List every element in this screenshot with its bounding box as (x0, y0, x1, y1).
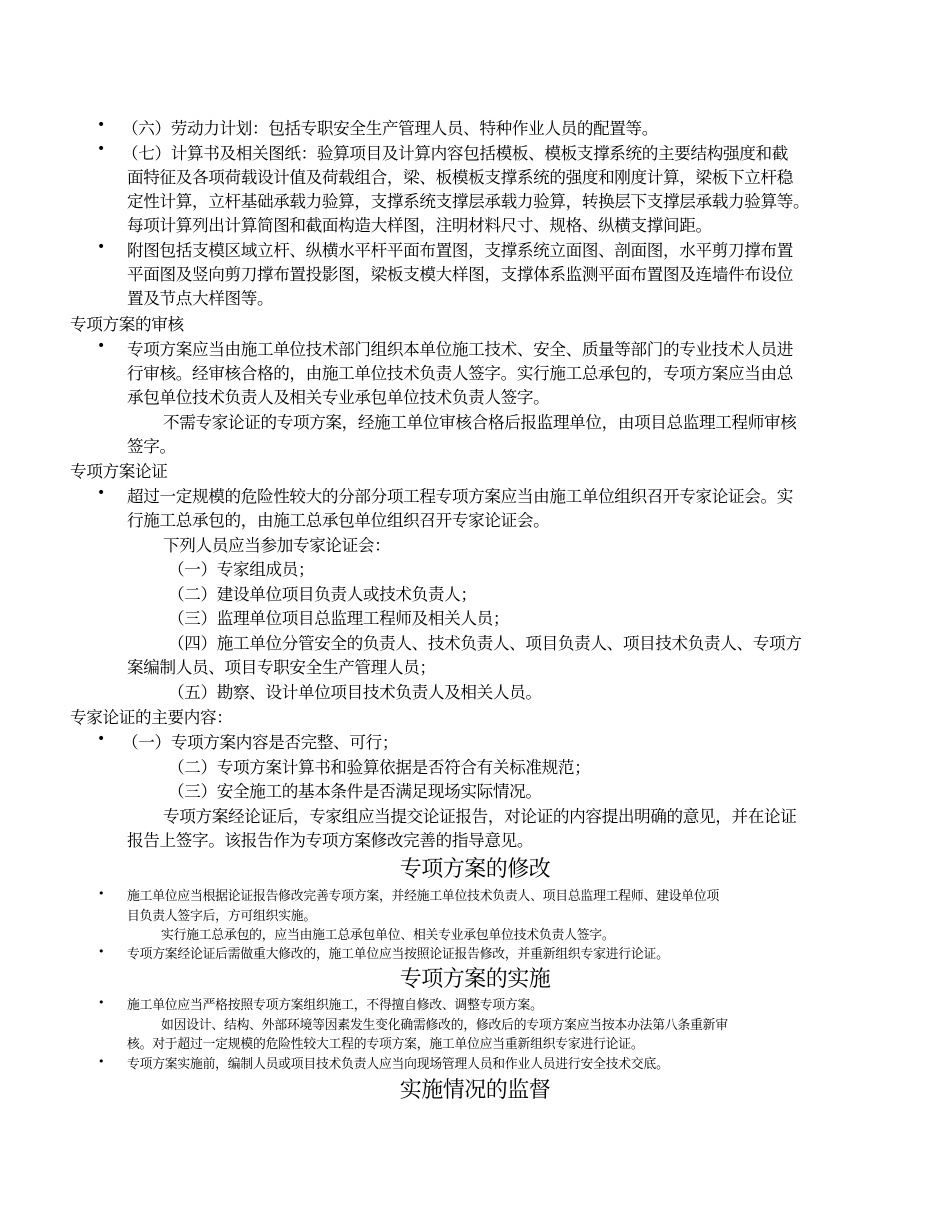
content-para-line: 专项方案经论证后，专家组应当提交论证报告，对论证的内容提出明确的意见，并在论证 (163, 807, 797, 826)
supervision-title: 实施情况的监督 (399, 1078, 551, 1103)
modification-title: 专项方案的修改 (399, 857, 551, 882)
bullet: • (97, 338, 106, 354)
attendee-item: （四）施工单位分管安全的负责人、技术负责人、项目负责人、项目技术负责人、专项方 (168, 634, 802, 653)
bullet: • (97, 141, 106, 157)
bullet: • (98, 996, 105, 1009)
modification-para: 实行施工总承包的，应当由施工总承包单位、相关专业承包单位技术负责人签字。 (161, 928, 615, 943)
implementation-line: 施工单位应当严格按照专项方案组织施工，不得擅自修改、调整专项方案。 (127, 998, 543, 1013)
plan-item-7-line: 每项计算列出计算简图和截面构造大样图，注明材料尺寸、规格、纵横支撑间距。 (127, 216, 712, 235)
review-para-line: 签字。 (127, 437, 176, 456)
review-line: 专项方案应当由施工单位技术部门组织本单位施工技术、安全、质量等部门的专业技术人员进 (127, 340, 793, 359)
appendix-line: 置及节点大样图等。 (127, 289, 274, 308)
plan-item-6: （六）劳动力计划：包括专职安全生产管理人员、特种作业人员的配置等。 (122, 119, 659, 138)
review-line: 承包单位技术负责人及相关专业承包单位技术负责人签字。 (127, 388, 550, 407)
content-item: （二）专项方案计算书和验算依据是否符合有关标准规范； (168, 758, 591, 777)
demonstration-heading: 专项方案论证 (70, 462, 168, 481)
attendee-item: 案编制人员、项目专职安全生产管理人员； (127, 658, 436, 677)
bullet: • (98, 945, 105, 958)
plan-item-7-line: 面特征及各项荷载设计值及荷载组合，梁、板模板支撑系统的强度和刚度计算，梁板下立杆稳 (127, 168, 793, 187)
review-line: 行审核。经审核合格的，由施工单位技术负责人签字。实行施工总承包的，专项方案应当由总 (127, 364, 793, 383)
implementation-para-line: 如因设计、结构、外部环境等因素发生变化确需修改的，修改后的专项方案应当按本办法第八条重新审 (161, 1018, 728, 1033)
content-item: （一）专项方案内容是否完整、可行； (122, 733, 399, 752)
attendee-item: （一）专家组成员； (168, 560, 315, 579)
content-item: （三）安全施工的基本条件是否满足现场实际情况。 (168, 782, 542, 801)
appendix-line: 平面图及竖向剪刀撑布置投影图，梁板支模大样图，支撑体系监测平面布置图及连墙件布设位 (127, 265, 793, 284)
attendees-intro: 下列人员应当参加专家论证会： (163, 536, 391, 555)
bullet: • (97, 731, 106, 747)
modification-line: 施工单位应当根据论证报告修改完善专项方案，并经施工单位技术负责人、项目总监理工程师、建设单位项 (127, 889, 720, 904)
attendee-item: （五）勘察、设计单位项目技术负责人及相关人员。 (168, 683, 542, 702)
bullet: • (97, 239, 106, 255)
appendix-line: 附图包括支模区域立杆、纵横水平杆平面布置图，支撑系统立面图、剖面图，水平剪刀撑布置 (127, 241, 793, 260)
modification-line: 专项方案经论证后需做重大修改的，施工单位应当按照论证报告修改，并重新组织专家进行论证。 (127, 947, 669, 962)
attendee-item: （三）监理单位项目总监理工程师及相关人员； (168, 609, 510, 628)
review-para-line: 不需专家论证的专项方案，经施工单位审核合格后报监理单位，由项目总监理工程师审核 (163, 413, 797, 432)
implementation-title: 专项方案的实施 (399, 967, 551, 992)
implementation-para-line: 核。对于超过一定规模的危险性较大工程的专项方案，施工单位应当重新组织专家进行论证。 (127, 1037, 644, 1052)
bullet: • (98, 887, 105, 900)
review-heading: 专项方案的审核 (70, 315, 184, 334)
attendee-item: （二）建设单位项目负责人或技术负责人； (168, 585, 477, 604)
bullet: • (97, 485, 106, 501)
plan-item-7-line: 定性计算，立杆基础承载力验算，支撑系统支撑层承载力验算，转换层下支撑层承载力验算等。 (127, 192, 810, 211)
content-para-line: 报告上签字。该报告作为专项方案修改完善的指导意见。 (127, 831, 534, 850)
implementation-line: 专项方案实施前，编制人员或项目技术负责人应当向现场管理人员和作业人员进行安全技术交底。 (127, 1057, 669, 1072)
modification-line: 目负责人签字后，方可组织实施。 (127, 909, 316, 924)
content-heading: 专家论证的主要内容： (70, 708, 233, 727)
bullet: • (97, 117, 106, 133)
plan-item-7-line: （七）计算书及相关图纸：验算项目及计算内容包括模板、模板支撑系统的主要结构强度和截 (122, 144, 788, 163)
demonstration-line: 超过一定规模的危险性较大的分部分项工程专项方案应当由施工单位组织召开专家论证会。实 (127, 487, 793, 506)
demonstration-line: 行施工总承包的，由施工总承包单位组织召开专家论证会。 (127, 511, 550, 530)
bullet: • (98, 1055, 105, 1068)
